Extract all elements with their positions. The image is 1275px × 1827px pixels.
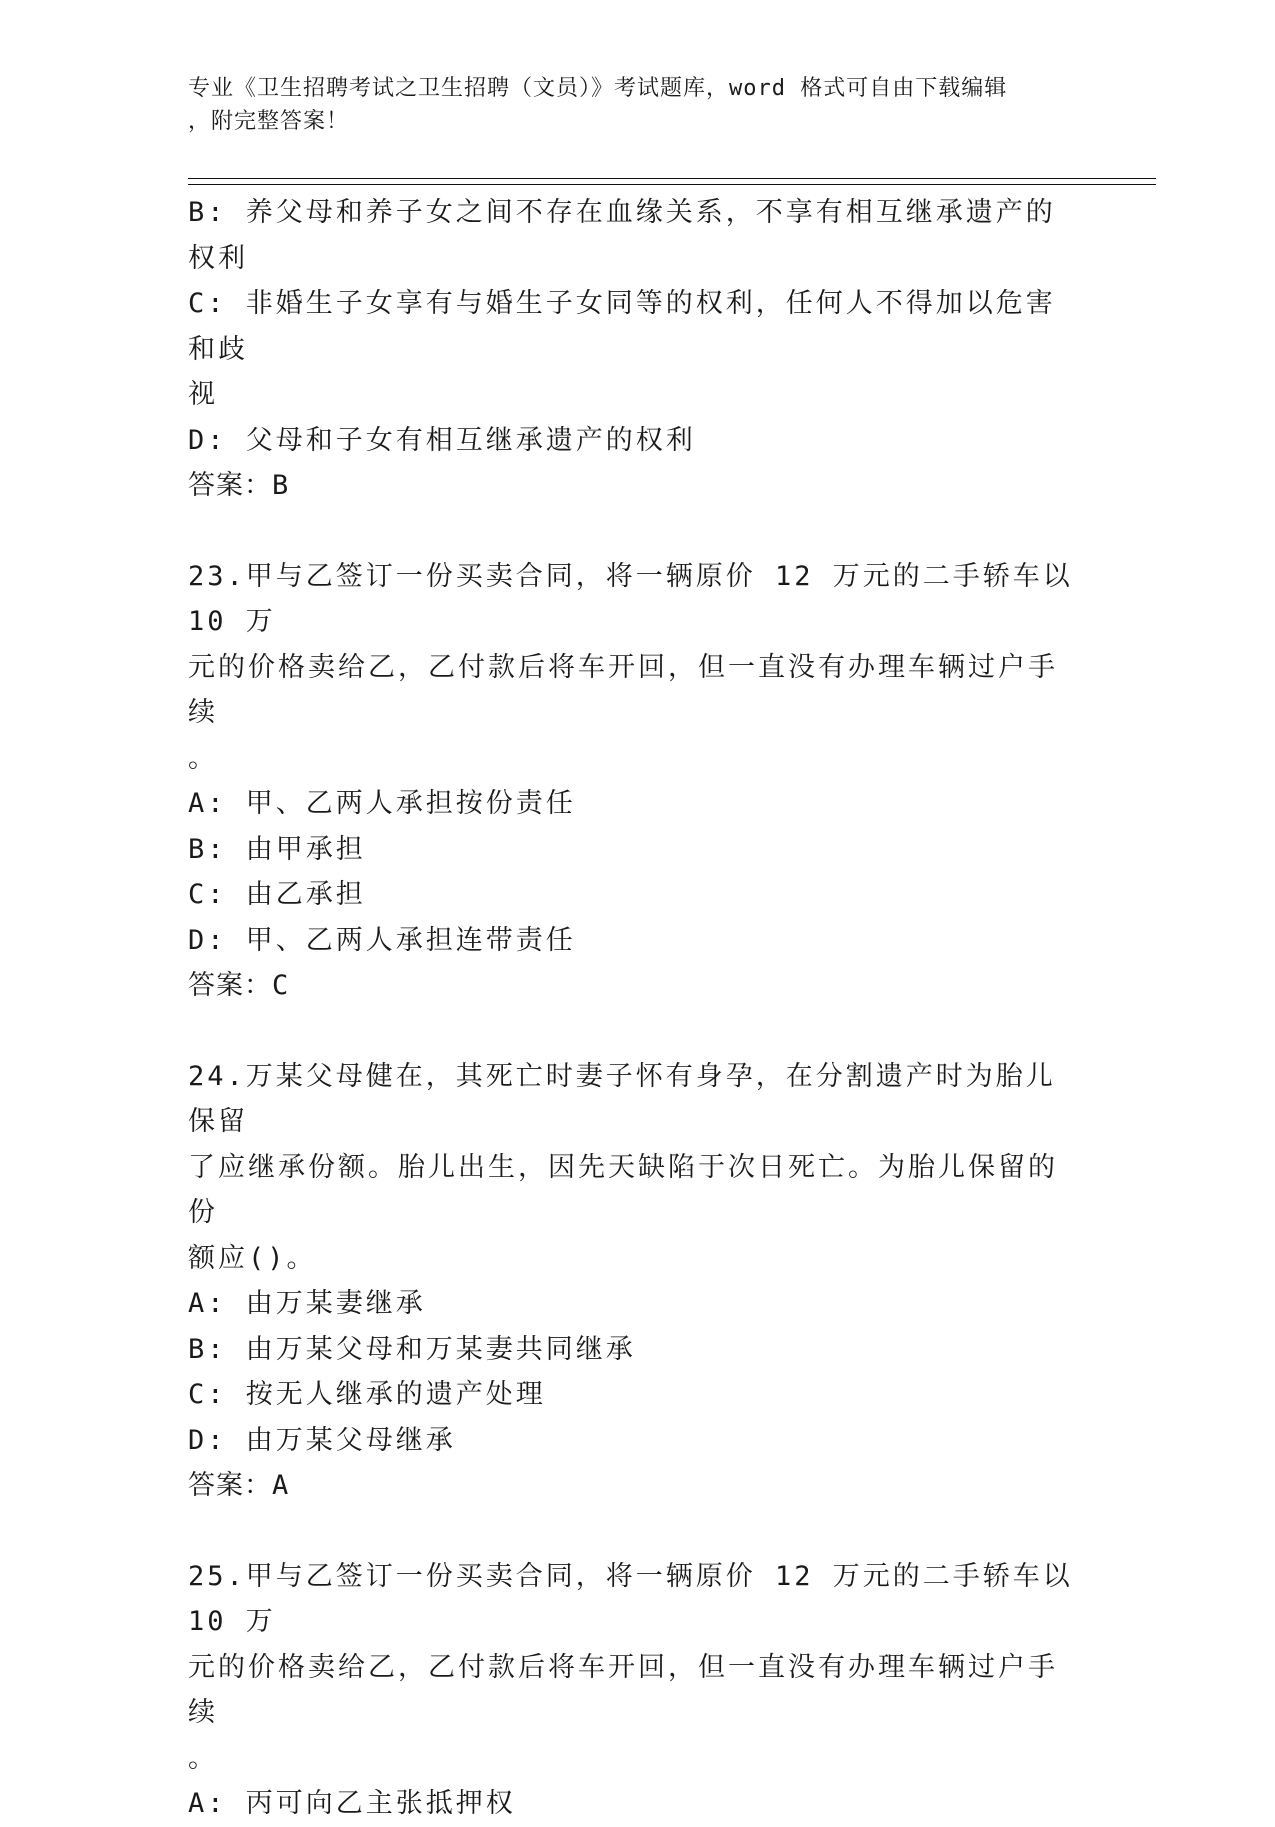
question-22 <box>188 190 1078 509</box>
option-b: B: 养父母和养子女之间不存在血缘关系，不享有相互继承遗产的权利 <box>188 197 1056 274</box>
option-d: D: 甲、乙两人承担连带责任 <box>188 924 576 956</box>
option-b: B: 由万某父母和万某妻共同继承 <box>188 1333 636 1365</box>
question-stem: 23.甲与乙签订一份买卖合同，将一辆原价 12 万元的二手轿车以 10 万 <box>188 560 1093 637</box>
question-24 <box>188 1054 1078 1509</box>
option-c: C: 按无人继承的遗产处理 <box>188 1379 546 1410</box>
question-list <box>188 190 1093 1827</box>
option-c: C: 非婚生子女享有与婚生子女同等的权利，任何人不得加以危害和歧 <box>188 288 1056 365</box>
question-stem-end: 。 <box>188 1742 218 1774</box>
option-a: A: 由万某妻继承 <box>188 1288 426 1319</box>
answer: 答案：B <box>188 470 290 501</box>
option-d: D: 由万某父母继承 <box>188 1424 456 1456</box>
option-c: C: 由乙承担 <box>188 879 366 910</box>
question-23 <box>188 554 1093 1009</box>
header-line-2: ，附完整答案！ <box>188 109 350 134</box>
header-divider-bottom <box>188 184 1156 185</box>
question-stem-continued: 元的价格卖给乙，乙付款后将车开回，但一直没有办理车辆过户手续 <box>188 651 1058 728</box>
option-d: D: 父母和子女有相互继承遗产的权利 <box>188 424 696 456</box>
answer: 答案：A <box>188 1470 290 1501</box>
question-stem: 24.万某父母健在，其死亡时妻子怀有身孕，在分割遗产时为胎儿保留 <box>188 1060 1056 1137</box>
question-stem-end: 。 <box>188 742 218 774</box>
document-header <box>188 72 1068 138</box>
question-25 <box>188 1554 1093 1827</box>
spacer <box>188 1509 1078 1554</box>
answer: 答案：C <box>188 970 290 1001</box>
question-stem-end: 额应()。 <box>188 1242 317 1274</box>
question-stem-continued: 元的价格卖给乙，乙付款后将车开回，但一直没有办理车辆过户手续 <box>188 1651 1058 1728</box>
spacer <box>188 1009 1078 1054</box>
header-line-1: 专业《卫生招聘考试之卫生招聘（文员）》考试题库，word 格式可自由下载编辑 <box>188 76 1008 101</box>
option-a: A: 甲、乙两人承担按份责任 <box>188 788 576 819</box>
spacer <box>188 509 1078 554</box>
option-b: B: 由甲承担 <box>188 833 366 865</box>
question-stem-continued: 了应继承份额。胎儿出生，因先天缺陷于次日死亡。为胎儿保留的份 <box>188 1151 1058 1228</box>
header-divider-top <box>188 178 1156 179</box>
option-c-continued: 视 <box>188 379 218 410</box>
question-stem: 25.甲与乙签订一份买卖合同，将一辆原价 12 万元的二手轿车以 10 万 <box>188 1560 1093 1637</box>
option-a: A: 丙可向乙主张抵押权 <box>188 1788 516 1819</box>
